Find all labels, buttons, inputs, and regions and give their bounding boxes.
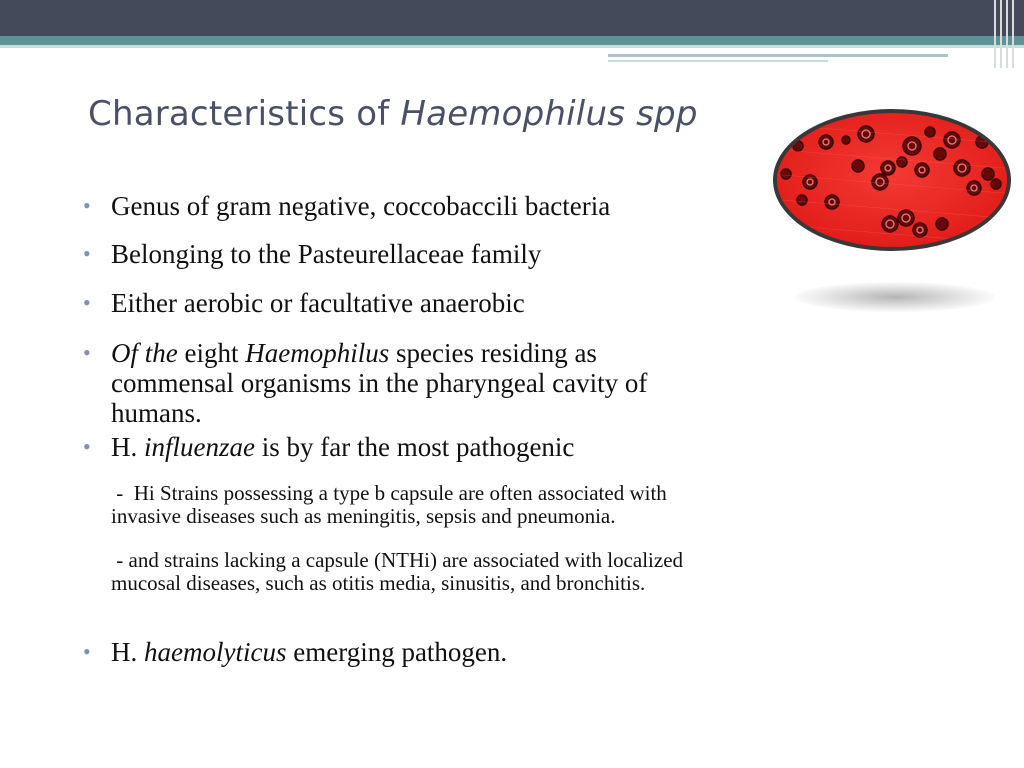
bullet-text: Either aerobic or facultative anaerobic [111, 288, 525, 318]
bacteria-micrograph-image [770, 104, 1015, 256]
sub-point-line: invasive diseases such as meningitis, sepsis and pneumonia. [111, 504, 616, 528]
header-stripe [1012, 0, 1014, 68]
title-italic: Haemophilus spp [400, 94, 698, 134]
bullet-text: Genus of gram negative, coccobaccili bacteria [111, 191, 611, 221]
bullet-line: commensal organisms in the pharyngeal cavity of [111, 368, 648, 398]
bullet-item [111, 239, 541, 269]
bullet-text: H. [111, 637, 144, 667]
slide-title [88, 94, 698, 134]
sub-point-line: - and strains lacking a capsule (NTHi) are associated with localized [111, 548, 684, 572]
bullet-item [111, 338, 831, 428]
header-accent-line-2 [608, 60, 828, 62]
header-stripe [994, 0, 996, 68]
header-band-dark [0, 0, 1024, 36]
header-band-teal [0, 36, 1024, 45]
bullet-item [111, 432, 574, 462]
bullet-line: humans. [111, 398, 202, 428]
header-gap [0, 48, 1024, 52]
header-stripe [1006, 0, 1008, 68]
bullet-text: H. [111, 432, 144, 462]
bullet-italic-text: influenzae [144, 432, 255, 462]
sub-point-line: mucosal diseases, such as otitis media, sinusitis, and bronchitis. [111, 571, 646, 595]
bullet-text: species residing as [389, 338, 597, 368]
bullet-item [111, 191, 610, 221]
bullet-text: emerging pathogen. [286, 637, 508, 667]
bullet-item [111, 288, 525, 318]
sub-point [111, 549, 683, 595]
bullet-text: is by far the most pathogenic [254, 432, 575, 462]
bullet-line [111, 338, 831, 368]
bullet-italic-text: Haemophilus [245, 338, 390, 368]
bullet-italic-text: Of the [111, 338, 178, 368]
sub-point-line: - Hi Strains possessing a type b capsule are often associated with [111, 481, 667, 505]
header-accent-line [608, 54, 948, 57]
bullet-text: Belonging to the Pasteurellaceae family [111, 239, 542, 269]
image-shadow [795, 282, 995, 312]
title-prefix: Characteristics of [88, 94, 401, 134]
bullet-item [111, 637, 507, 667]
bullet-text: eight [177, 338, 246, 368]
sub-point [111, 482, 667, 528]
header-stripe [1000, 0, 1002, 68]
bullet-italic-text: haemolyticus [144, 637, 287, 667]
